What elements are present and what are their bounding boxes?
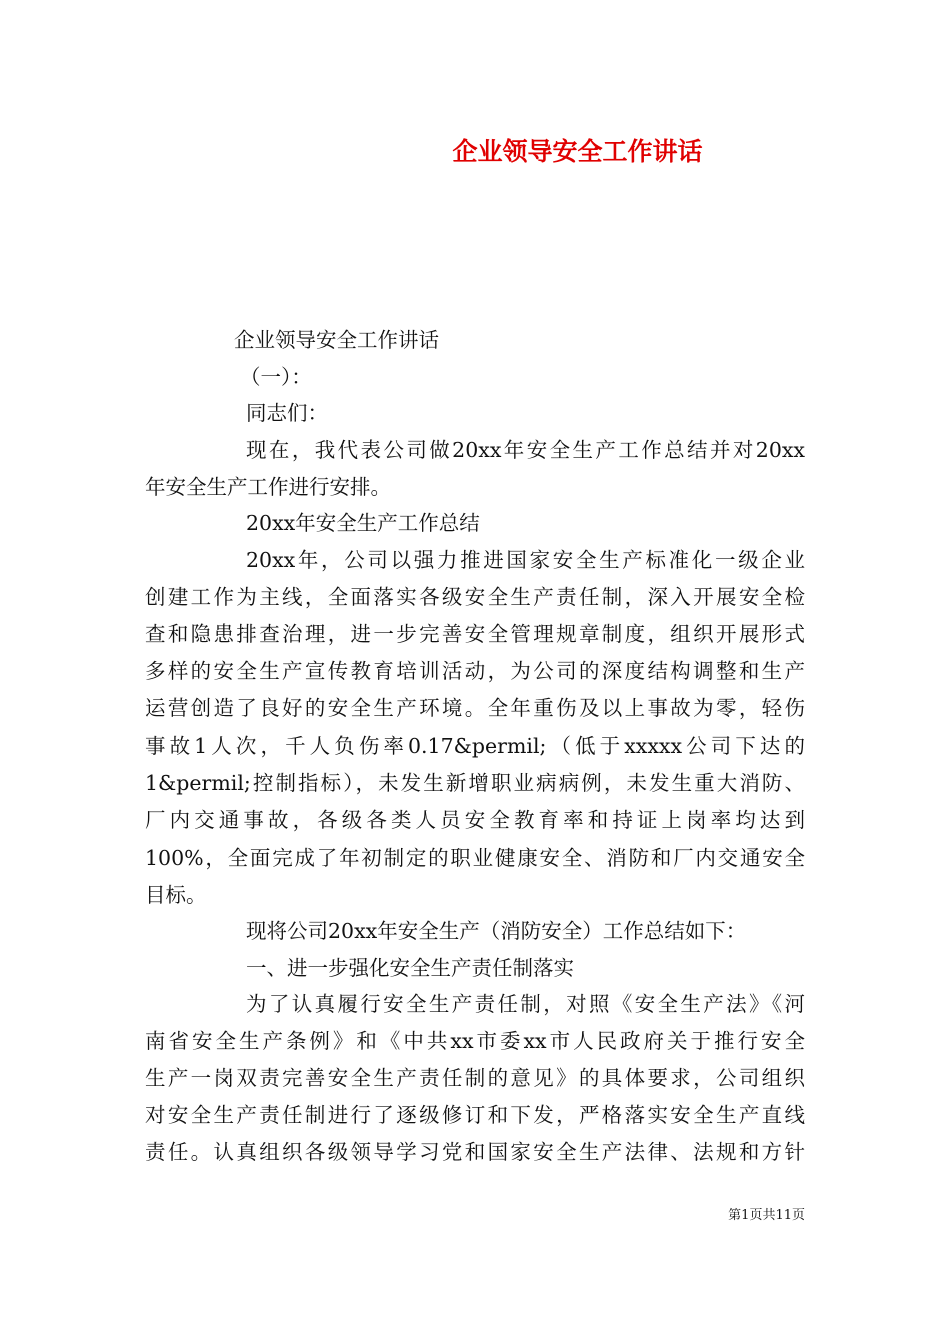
salutation: 同志们： bbox=[246, 401, 328, 425]
subtitle: 企业领导安全工作讲话 bbox=[234, 328, 439, 352]
paragraph-line: 现将公司20xx年安全生产（消防安全）工作总结如下： bbox=[246, 919, 747, 943]
paragraph-line: 厂内交通事故，各级各类人员安全教育率和持证上岗率均达到 bbox=[145, 808, 805, 832]
paragraph-line: 南省安全生产条例》和《中共xx市委xx市人民政府关于推行安全 bbox=[145, 1029, 805, 1053]
paragraph-line: 对安全生产责任制进行了逐级修订和下发，严格落实安全生产直线 bbox=[145, 1103, 805, 1127]
paragraph-line: 目标。 bbox=[145, 883, 207, 907]
paragraph-line: 20xx年，公司以强力推进国家安全生产标准化一级企业 bbox=[246, 548, 805, 572]
section-heading: 20xx年安全生产工作总结 bbox=[246, 511, 480, 535]
paragraph-line: 为了认真履行安全生产责任制，对照《安全生产法》《河 bbox=[246, 992, 805, 1016]
paragraph-line: 生产一岗双责完善安全生产责任制的意见》的具体要求，公司组织 bbox=[145, 1066, 805, 1090]
section-heading: 一、进一步强化安全生产责任制落实 bbox=[246, 956, 574, 980]
page-number: 第1页共11页 bbox=[728, 1208, 805, 1223]
paragraph-line: 年安全生产工作进行安排。 bbox=[145, 475, 391, 499]
paragraph-line: 责任。认真组织各级领导学习党和国家安全生产法律、法规和方针 bbox=[145, 1140, 805, 1164]
paragraph-line: 运营创造了良好的安全生产环境。全年重伤及以上事故为零，轻伤 bbox=[145, 696, 805, 720]
paragraph-line: 创建工作为主线，全面落实各级安全生产责任制，深入开展安全检 bbox=[145, 585, 805, 609]
paragraph-line: 查和隐患排查治理，进一步完善安全管理规章制度，组织开展形式 bbox=[145, 622, 805, 646]
paragraph-line: 事故1人次，千人负伤率0.17&permil;（低于xxxxx公司下达的 bbox=[145, 734, 805, 758]
section-number: （一）： bbox=[240, 365, 312, 389]
paragraph-line: 1&permil;控制指标），未发生新增职业病病例，未发生重大消防、 bbox=[145, 771, 805, 795]
paragraph-line: 多样的安全生产宣传教育培训活动，为公司的深度结构调整和生产 bbox=[145, 659, 805, 683]
paragraph-line: 100%，全面完成了年初制定的职业健康安全、消防和厂内交通安全 bbox=[145, 846, 805, 870]
document-title: 企业领导安全工作讲话 bbox=[452, 137, 703, 166]
paragraph-line: 现在，我代表公司做20xx年安全生产工作总结并对20xx bbox=[246, 438, 805, 462]
